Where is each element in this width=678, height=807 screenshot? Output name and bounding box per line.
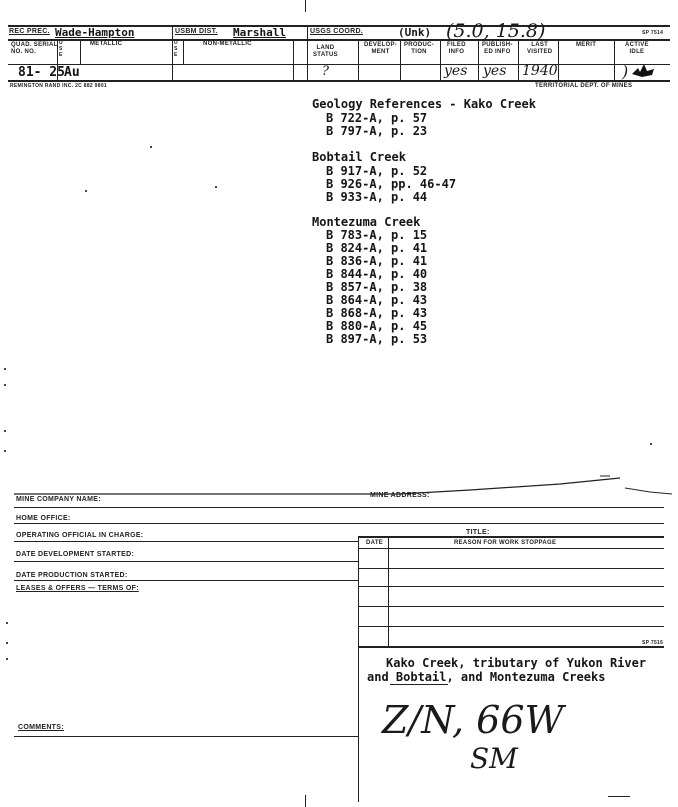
form-line-a <box>14 507 664 508</box>
form-line-e <box>14 580 358 581</box>
development-label: DEVELOP- MENT <box>364 42 398 55</box>
div-13 <box>614 39 615 80</box>
speck <box>4 450 6 452</box>
quad-serial-value: 81- 25 <box>18 65 65 80</box>
metallic-value: Au <box>64 65 80 80</box>
active-idle-label: ACTIVE IDLE <box>625 42 649 55</box>
home-office-label: HOME OFFICE: <box>16 515 71 522</box>
date-prod-label: DATE PRODUCTION STARTED: <box>16 572 128 579</box>
usgs-coord-typed: (Unk) <box>398 26 432 39</box>
speck <box>150 146 152 148</box>
div-9 <box>440 39 441 80</box>
montezuma-ref-7: B 868-A, p. 43 <box>326 306 428 320</box>
montezuma-ref-6: B 864-A, p. 43 <box>326 293 428 307</box>
references-heading: Geology References - Kako Creek <box>312 97 536 111</box>
stoppage-date-divider <box>388 536 389 646</box>
dept-footer: TERRITORIAL DEPT. OF MINES <box>535 83 633 89</box>
header-line-3 <box>8 64 670 65</box>
active-idle-mark: ) <box>622 62 629 81</box>
title-label: TITLE: <box>466 529 490 536</box>
usbm-dist-label: USBM DIST. <box>175 28 218 35</box>
bottom-right-mark <box>608 796 630 797</box>
nonmetallic-label: NON-METALLIC <box>203 41 252 47</box>
form-number-top: SP 7514 <box>642 30 664 36</box>
land-status-value: ? <box>322 64 329 79</box>
bobtail-ref-1: B 917-A, p. 52 <box>326 164 428 178</box>
note-line-2: and Bobtail, and Montezuma Creeks <box>367 670 606 684</box>
div-5 <box>293 39 294 80</box>
kako-ref-2: B 797-A, p. 23 <box>326 124 428 138</box>
stoppage-header-line <box>358 548 664 549</box>
montezuma-ref-5: B 857-A, p. 38 <box>326 280 428 294</box>
mine-address-label: MINE ADDRESS: <box>370 492 430 499</box>
rec-prec-value: Wade-Hampton <box>55 26 135 39</box>
form-line-c <box>14 541 358 542</box>
kako-ref-1: B 722-A, p. 57 <box>326 111 428 125</box>
div-3 <box>172 25 173 80</box>
reason-col-label: REASON FOR WORK STOPPAGE <box>454 540 557 546</box>
land-status-label: LAND STATUS <box>313 45 338 58</box>
form-number-bottom: SP 7516 <box>642 640 664 646</box>
div-4 <box>183 39 184 64</box>
montezuma-ref-3: B 836-A, p. 41 <box>326 254 428 268</box>
bobtail-ref-2: B 926-A, pp. 46-47 <box>326 177 457 191</box>
stoppage-row-1 <box>358 568 664 569</box>
comments-label: COMMENTS: <box>18 724 64 731</box>
ink-blot-icon <box>630 60 656 80</box>
montezuma-ref-1: B 783-A, p. 15 <box>326 228 428 242</box>
date-dev-label: DATE DEVELOPMENT STARTED: <box>16 551 135 558</box>
speck <box>6 622 8 624</box>
stoppage-top-line <box>358 536 664 538</box>
leases-label: LEASES & OFFERS — TERMS OF: <box>16 585 139 592</box>
montezuma-ref-2: B 824-A, p. 41 <box>326 241 428 255</box>
metallic-label: METALLIC <box>90 41 123 47</box>
speck <box>4 384 6 386</box>
mine-company-label: MINE COMPANY NAME: <box>16 496 101 503</box>
filed-info-label: FILED INFO <box>447 42 466 55</box>
last-visited-label: LAST VISITED <box>527 42 553 55</box>
speck <box>4 430 6 432</box>
div-11 <box>518 39 519 80</box>
speck <box>6 642 8 644</box>
speck <box>650 443 652 445</box>
div-10 <box>478 39 479 80</box>
montezuma-heading: Montezuma Creek <box>312 215 421 229</box>
form-line-d <box>14 561 358 562</box>
filed-info-value: yes <box>444 63 468 79</box>
stoppage-left-border <box>358 536 359 802</box>
div-6 <box>307 25 308 80</box>
usgs-coord-hand: (5.0, 15.8) <box>446 20 546 42</box>
bobtail-heading: Bobtail Creek <box>312 150 406 164</box>
published-info-label: PUBLISH- ED INFO <box>482 42 513 55</box>
speck <box>85 190 87 192</box>
montezuma-ref-4: B 844-A, p. 40 <box>326 267 428 281</box>
stoppage-bottom <box>358 646 664 648</box>
date-col-label: DATE <box>366 540 384 546</box>
stoppage-row-3 <box>358 606 664 607</box>
note-underline <box>390 684 448 685</box>
production-label: PRODUC- TION <box>404 42 435 55</box>
note-line-1: Kako Creek, tributary of Yukon River <box>386 656 647 670</box>
usgs-coord-label: USGS COORD. <box>310 28 364 35</box>
div-12 <box>558 39 559 80</box>
montezuma-ref-9: B 897-A, p. 53 <box>326 332 428 346</box>
div-8 <box>400 39 401 80</box>
uss-label-2: U S E <box>174 40 178 58</box>
published-info-value: yes <box>483 63 507 79</box>
operating-official-label: OPERATING OFFICIAL IN CHARGE: <box>16 532 144 539</box>
bobtail-ref-3: B 933-A, p. 44 <box>326 190 428 204</box>
printer-footer: REMINGTON RAND INC. 2C 882 9801 <box>10 83 108 89</box>
wavy-separator <box>0 470 678 500</box>
form-line-b <box>14 523 664 524</box>
speck <box>215 186 217 188</box>
header-line-4 <box>8 80 670 82</box>
bottom-center-tick <box>305 795 306 807</box>
quad-serial-label: QUAD. SERIAL NO. NO. <box>11 42 58 55</box>
div-7 <box>358 39 359 80</box>
comments-line <box>14 736 358 737</box>
handwritten-location: Z/N, 66W <box>382 698 564 742</box>
top-center-tick <box>305 0 306 12</box>
stoppage-row-4 <box>358 626 664 627</box>
speck <box>6 658 8 660</box>
handwritten-initials: SM <box>470 742 518 775</box>
speck <box>4 368 6 370</box>
merit-label: MERIT <box>576 42 597 48</box>
uss-label-1: U S E <box>59 40 63 58</box>
stoppage-row-2 <box>358 586 664 587</box>
div-2 <box>80 39 81 64</box>
montezuma-ref-8: B 880-A, p. 45 <box>326 319 428 333</box>
rec-prec-label: REC PREC. <box>9 28 50 35</box>
usbm-dist-value: Marshall <box>233 26 286 39</box>
last-visited-value: 1940 <box>522 63 558 79</box>
